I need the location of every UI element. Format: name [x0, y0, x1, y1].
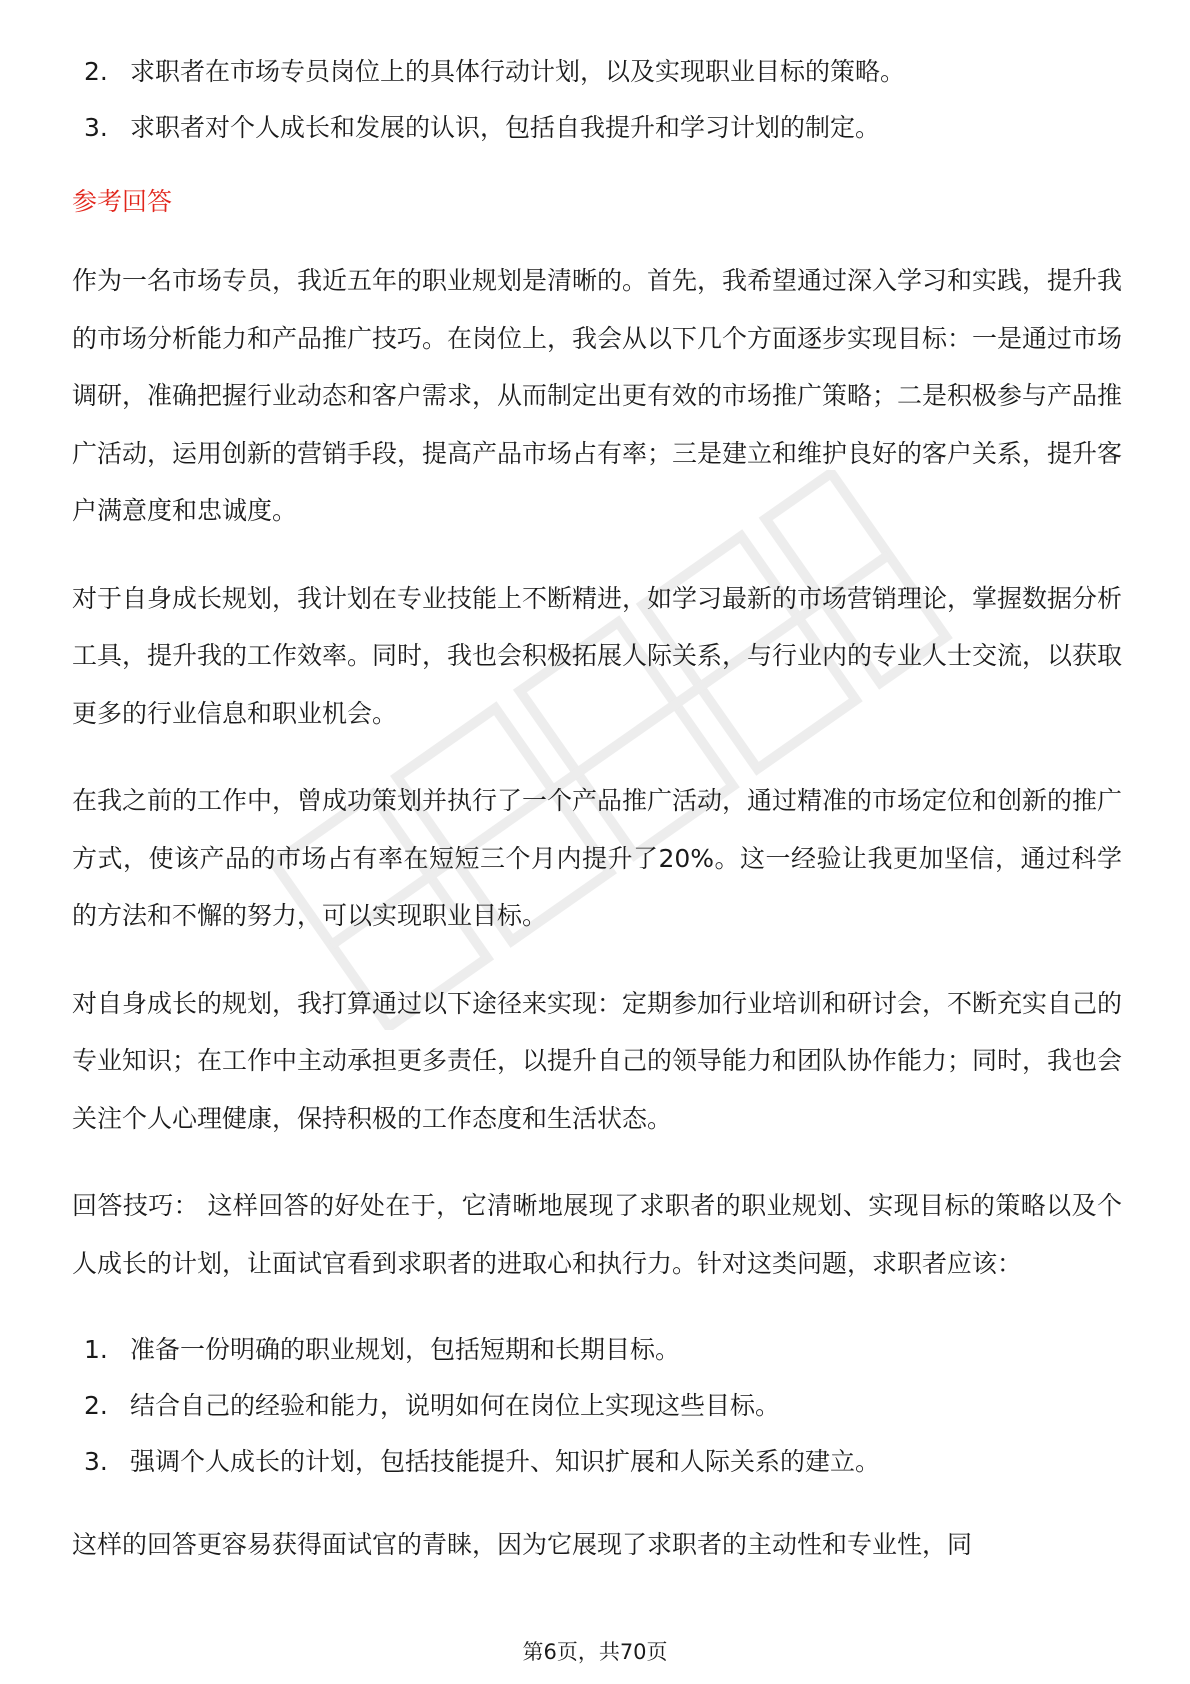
list-item-text: 求职者在市场专员岗位上的具体行动计划，以及实现职业目标的策略。	[130, 57, 906, 86]
list-item	[72, 1434, 1122, 1490]
top-numbered-list	[72, 44, 1122, 156]
list-item	[72, 1322, 1122, 1378]
closing-paragraph: 这样的回答更容易获得面试官的青睐，因为它展现了求职者的主动性和专业性，同	[72, 1530, 973, 1559]
paragraph: 在我之前的工作中，曾成功策划并执行了一个产品推广活动，通过精准的市场定位和创新的推广方式，使该产品的市场占有率在短短三个月内提升了20%。这一经验让我更加坚信，通过科学的方法和不懈的努力，可以实现职业目标。	[72, 786, 1123, 930]
paragraph: 对于自身成长规划，我计划在专业技能上不断精进，如学习最新的市场营销理论，掌握数据分析工具，提升我的工作效率。同时，我也会积极拓展人际关系，与行业内的专业人士交流，以获取更多的行业信息和职业机会。	[72, 583, 1123, 728]
list-item-number: 1.	[84, 1335, 108, 1364]
list-item-text: 准备一份明确的职业规划，包括短期和长期目标。	[130, 1335, 681, 1364]
list-item	[72, 100, 1122, 156]
list-item-text: 求职者对个人成长和发展的认识，包括自我提升和学习计划的制定。	[130, 113, 881, 142]
list-item-number: 3.	[84, 1447, 108, 1476]
list-item-number: 2.	[84, 57, 108, 86]
answer-tips-paragraph: 回答技巧： 这样回答的好处在于，它清晰地展现了求职者的职业规划、实现目标的策略以及个人成长的计划，让面试官看到求职者的进取心和执行力。针对这类问题，求职者应该：	[72, 1191, 1122, 1278]
tips-numbered-list	[72, 1322, 1122, 1490]
document-body	[72, 44, 1122, 1574]
list-item-text: 强调个人成长的计划，包括技能提升、知识扩展和人际关系的建立。	[130, 1447, 881, 1476]
paragraph: 对自身成长的规划，我打算通过以下途径来实现：定期参加行业培训和研讨会，不断充实自己的专业知识；在工作中主动承担更多责任，以提升自己的领导能力和团队协作能力；同时，我也会关注个人心理健康，保持积极的工作态度和生活状态。	[72, 988, 1123, 1133]
list-item	[72, 1378, 1122, 1434]
page-number-footer: 第6页，共70页	[522, 1640, 668, 1664]
list-item-number: 2.	[84, 1391, 108, 1420]
list-item-text: 结合自己的经验和能力，说明如何在岗位上实现这些目标。	[130, 1391, 781, 1420]
list-item-number: 3.	[84, 113, 108, 142]
section-title: 参考回答	[72, 187, 173, 216]
paragraph: 作为一名市场专员，我近五年的职业规划是清晰的。首先，我希望通过深入学习和实践，提升我的市场分析能力和产品推广技巧。在岗位上，我会从以下几个方面逐步实现目标：一是通过市场调研，准确把握行业动态和客户需求，从而制定出更有效的市场推广策略；二是积极参与产品推广活动，运用创新的营销手段，提高产品市场占有率；三是建立和维护良好的客户关系，提升客户满意度和忠诚度。	[72, 266, 1123, 525]
list-item	[72, 44, 1122, 100]
